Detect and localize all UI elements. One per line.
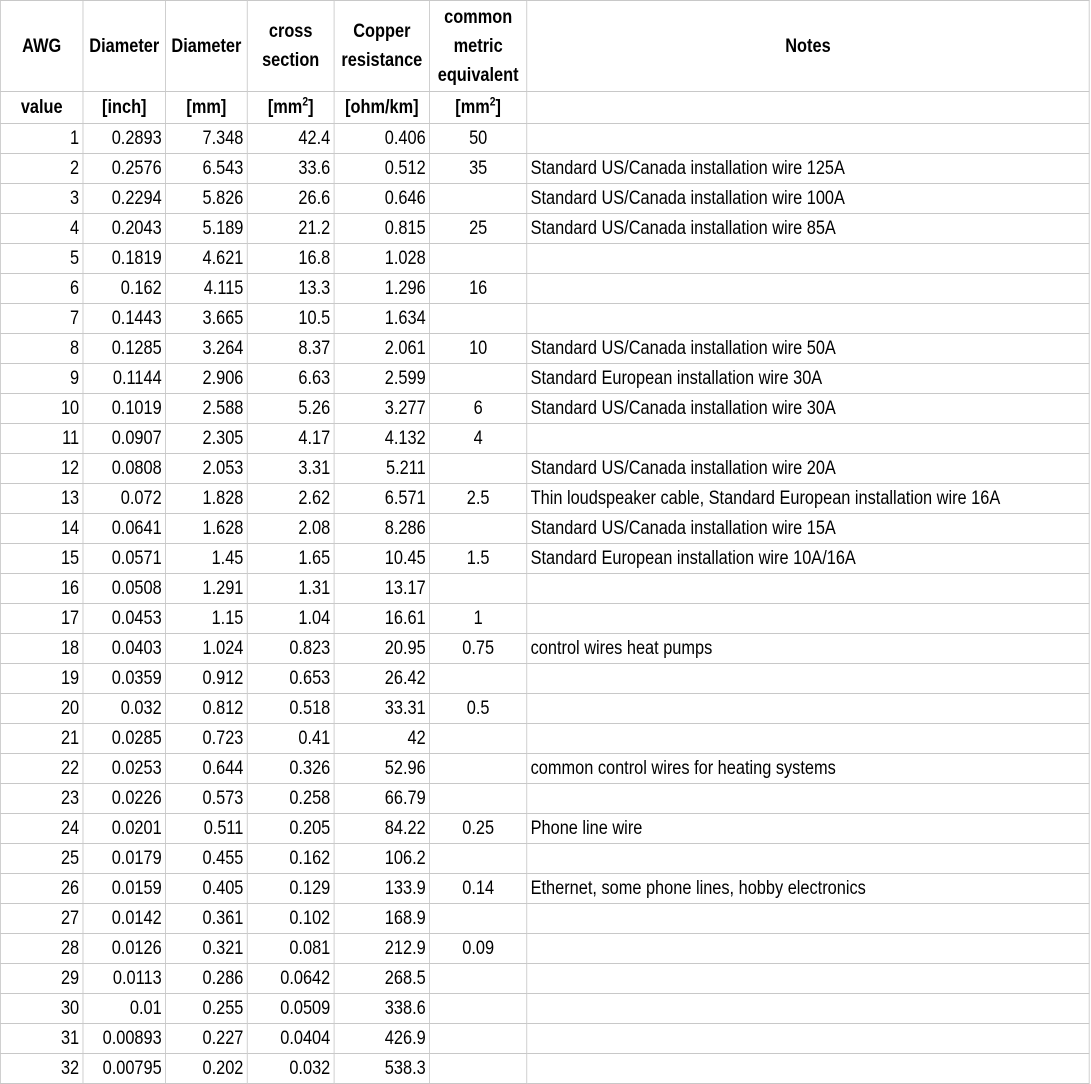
table-row [0,424,1089,454]
cell-diameter-inch: 0.162 [83,274,166,304]
cell-copper-resistance: 0.646 [334,184,429,214]
units-row [0,92,1089,124]
cell-diameter-inch: 0.1285 [83,334,166,364]
cell-cross-section: 21.2 [247,214,334,244]
table-row [0,874,1089,904]
table-row [0,274,1089,304]
cell-metric-equivalent: 0.25 [430,814,527,844]
cell-diameter-mm: 0.723 [166,724,248,754]
cell-diameter-mm: 1.291 [166,574,248,604]
cell-copper-resistance: 2.599 [334,364,429,394]
cell-notes: Ethernet, some phone lines, hobby electronics [527,874,1089,904]
cell-diameter-mm: 0.227 [166,1024,248,1054]
cell-cross-section: 3.31 [247,454,334,484]
cell-metric-equivalent [430,994,527,1024]
cell-diameter-mm: 0.405 [166,874,248,904]
cell-diameter-mm: 0.644 [166,754,248,784]
cell-diameter-mm: 4.621 [166,244,248,274]
table-row [0,634,1089,664]
cell-diameter-inch: 0.0508 [83,574,166,604]
cell-awg: 18 [0,634,83,664]
cell-awg: 11 [0,424,83,454]
cell-diameter-mm: 1.45 [166,544,248,574]
cell-awg: 14 [0,514,83,544]
header-awg: AWG [0,1,83,92]
cell-notes [527,934,1089,964]
table-row [0,1054,1089,1084]
cell-copper-resistance: 1.296 [334,274,429,304]
cell-metric-equivalent [430,304,527,334]
cell-diameter-inch: 0.0641 [83,514,166,544]
unit-metric-sup: 2 [489,94,496,109]
cell-diameter-inch: 0.032 [83,694,166,724]
cell-diameter-mm: 3.264 [166,334,248,364]
cell-notes [527,604,1089,634]
cell-metric-equivalent: 1 [430,604,527,634]
cell-cross-section: 2.62 [247,484,334,514]
cell-diameter-mm: 6.543 [166,154,248,184]
unit-metric-post: ] [495,96,502,118]
cell-copper-resistance: 4.132 [334,424,429,454]
cell-copper-resistance: 5.211 [334,454,429,484]
cell-notes [527,664,1089,694]
table-row [0,724,1089,754]
cell-notes [527,244,1089,274]
cell-awg: 19 [0,664,83,694]
cell-diameter-mm: 3.665 [166,304,248,334]
cell-copper-resistance: 133.9 [334,874,429,904]
cell-diameter-inch: 0.00795 [83,1054,166,1084]
cell-copper-resistance: 8.286 [334,514,429,544]
unit-ohm-km: [ohm/km] [334,92,429,124]
cell-notes: Thin loudspeaker cable, Standard European installation wire 16A [527,484,1089,514]
header-row [0,1,1089,92]
cell-copper-resistance: 52.96 [334,754,429,784]
cell-cross-section: 5.26 [247,394,334,424]
cell-awg: 27 [0,904,83,934]
cell-copper-resistance: 66.79 [334,784,429,814]
cell-copper-resistance: 16.61 [334,604,429,634]
table-row [0,304,1089,334]
cell-diameter-inch: 0.0808 [83,454,166,484]
cell-notes [527,274,1089,304]
cell-diameter-mm: 0.573 [166,784,248,814]
table-row [0,574,1089,604]
table-row [0,394,1089,424]
cell-diameter-mm: 7.348 [166,124,248,154]
cell-copper-resistance: 1.028 [334,244,429,274]
cell-metric-equivalent [430,724,527,754]
cell-notes [527,964,1089,994]
cell-diameter-mm: 0.361 [166,904,248,934]
cell-metric-equivalent [430,754,527,784]
table-row [0,364,1089,394]
cell-diameter-inch: 0.2576 [83,154,166,184]
cell-metric-equivalent [430,514,527,544]
cell-cross-section: 8.37 [247,334,334,364]
cell-metric-equivalent: 10 [430,334,527,364]
cell-diameter-inch: 0.0403 [83,634,166,664]
cell-notes: Standard European installation wire 30A [527,364,1089,394]
cell-notes: Phone line wire [527,814,1089,844]
cell-copper-resistance: 13.17 [334,574,429,604]
cell-cross-section: 6.63 [247,364,334,394]
cell-awg: 32 [0,1054,83,1084]
cell-cross-section: 0.0642 [247,964,334,994]
cell-copper-resistance: 10.45 [334,544,429,574]
cell-notes [527,574,1089,604]
cell-copper-resistance: 26.42 [334,664,429,694]
cell-diameter-inch: 0.2294 [83,184,166,214]
cell-copper-resistance: 0.815 [334,214,429,244]
cell-cross-section: 10.5 [247,304,334,334]
unit-mm: [mm] [166,92,248,124]
cell-awg: 31 [0,1024,83,1054]
cell-notes [527,124,1089,154]
table-row [0,844,1089,874]
cell-notes [527,1054,1089,1084]
cell-awg: 13 [0,484,83,514]
cell-notes [527,844,1089,874]
cell-metric-equivalent: 0.14 [430,874,527,904]
cell-awg: 17 [0,604,83,634]
cell-copper-resistance: 2.061 [334,334,429,364]
cell-notes [527,994,1089,1024]
cell-diameter-mm: 1.15 [166,604,248,634]
unit-notes [527,92,1089,124]
cell-metric-equivalent [430,784,527,814]
cell-cross-section: 13.3 [247,274,334,304]
cell-diameter-inch: 0.0907 [83,424,166,454]
cell-diameter-inch: 0.0201 [83,814,166,844]
cell-copper-resistance: 20.95 [334,634,429,664]
table-row [0,124,1089,154]
cell-copper-resistance: 0.512 [334,154,429,184]
cell-awg: 4 [0,214,83,244]
cell-copper-resistance: 268.5 [334,964,429,994]
cell-diameter-inch: 0.01 [83,994,166,1024]
cell-awg: 3 [0,184,83,214]
cell-cross-section: 26.6 [247,184,334,214]
cell-diameter-inch: 0.0226 [83,784,166,814]
table-row [0,544,1089,574]
cell-metric-equivalent: 0.75 [430,634,527,664]
cell-cross-section: 0.653 [247,664,334,694]
cell-awg: 15 [0,544,83,574]
header-notes: Notes [527,1,1089,92]
unit-cross-pre: [mm [267,96,303,118]
cell-metric-equivalent: 4 [430,424,527,454]
table-row [0,604,1089,634]
cell-cross-section: 33.6 [247,154,334,184]
cell-awg: 2 [0,154,83,184]
cell-awg: 22 [0,754,83,784]
cell-diameter-mm: 4.115 [166,274,248,304]
cell-notes: Standard US/Canada installation wire 125A [527,154,1089,184]
cell-notes [527,304,1089,334]
cell-diameter-mm: 2.053 [166,454,248,484]
cell-metric-equivalent [430,904,527,934]
cell-diameter-mm: 1.828 [166,484,248,514]
cell-metric-equivalent [430,454,527,484]
cell-metric-equivalent [430,964,527,994]
cell-diameter-mm: 0.912 [166,664,248,694]
cell-awg: 5 [0,244,83,274]
cell-diameter-mm: 0.812 [166,694,248,724]
table-row [0,334,1089,364]
cell-awg: 24 [0,814,83,844]
cell-cross-section: 0.518 [247,694,334,724]
cell-diameter-inch: 0.0285 [83,724,166,754]
cell-cross-section: 0.102 [247,904,334,934]
cell-metric-equivalent: 2.5 [430,484,527,514]
cell-copper-resistance: 538.3 [334,1054,429,1084]
cell-diameter-mm: 0.511 [166,814,248,844]
table-row [0,994,1089,1024]
cell-diameter-inch: 0.1819 [83,244,166,274]
cell-awg: 10 [0,394,83,424]
cell-notes [527,784,1089,814]
table-row [0,904,1089,934]
cell-diameter-inch: 0.00893 [83,1024,166,1054]
table-row [0,964,1089,994]
cell-diameter-inch: 0.1443 [83,304,166,334]
cell-copper-resistance: 338.6 [334,994,429,1024]
table-row [0,814,1089,844]
cell-metric-equivalent [430,184,527,214]
cell-diameter-inch: 0.0453 [83,604,166,634]
cell-cross-section: 0.032 [247,1054,334,1084]
cell-metric-equivalent: 0.5 [430,694,527,724]
cell-awg: 26 [0,874,83,904]
cell-notes [527,694,1089,724]
cell-awg: 28 [0,934,83,964]
cell-notes: Standard US/Canada installation wire 100A [527,184,1089,214]
cell-diameter-mm: 5.826 [166,184,248,214]
cell-diameter-inch: 0.0359 [83,664,166,694]
cell-copper-resistance: 33.31 [334,694,429,724]
cell-cross-section: 0.258 [247,784,334,814]
cell-awg: 7 [0,304,83,334]
cell-metric-equivalent: 16 [430,274,527,304]
cell-metric-equivalent [430,664,527,694]
cell-metric-equivalent [430,364,527,394]
table-row [0,934,1089,964]
cell-notes [527,424,1089,454]
table-row [0,784,1089,814]
cell-cross-section: 1.04 [247,604,334,634]
cell-copper-resistance: 6.571 [334,484,429,514]
cell-awg: 12 [0,454,83,484]
cell-diameter-inch: 0.1019 [83,394,166,424]
unit-metric [430,92,527,124]
cell-cross-section: 0.205 [247,814,334,844]
cell-diameter-inch: 0.2043 [83,214,166,244]
header-diameter-mm: Diameter [166,1,248,92]
table-row [0,454,1089,484]
cell-metric-equivalent [430,574,527,604]
cell-cross-section: 1.65 [247,544,334,574]
cell-cross-section: 0.823 [247,634,334,664]
cell-diameter-inch: 0.0126 [83,934,166,964]
cell-awg: 8 [0,334,83,364]
cell-awg: 20 [0,694,83,724]
cell-diameter-mm: 2.906 [166,364,248,394]
cell-diameter-inch: 0.2893 [83,124,166,154]
cell-cross-section: 0.326 [247,754,334,784]
cell-diameter-inch: 0.0571 [83,544,166,574]
cell-awg: 16 [0,574,83,604]
unit-cross-section [247,92,334,124]
cell-metric-equivalent: 35 [430,154,527,184]
cell-notes: control wires heat pumps [527,634,1089,664]
cell-awg: 29 [0,964,83,994]
cell-diameter-inch: 0.0253 [83,754,166,784]
cell-diameter-mm: 0.455 [166,844,248,874]
cell-notes: common control wires for heating systems [527,754,1089,784]
cell-diameter-inch: 0.072 [83,484,166,514]
cell-cross-section: 0.0404 [247,1024,334,1054]
table-row [0,754,1089,784]
cell-diameter-inch: 0.0142 [83,904,166,934]
cell-diameter-inch: 0.0113 [83,964,166,994]
cell-notes [527,1024,1089,1054]
table-row [0,184,1089,214]
cell-notes: Standard US/Canada installation wire 30A [527,394,1089,424]
cell-metric-equivalent: 25 [430,214,527,244]
cell-copper-resistance: 42 [334,724,429,754]
cell-cross-section: 4.17 [247,424,334,454]
table-row [0,244,1089,274]
cell-copper-resistance: 106.2 [334,844,429,874]
unit-cross-post: ] [308,96,314,118]
table-row [0,694,1089,724]
header-diameter-inch: Diameter [83,1,166,92]
table-row [0,1024,1089,1054]
cell-awg: 23 [0,784,83,814]
cell-copper-resistance: 168.9 [334,904,429,934]
cell-cross-section: 42.4 [247,124,334,154]
table-row [0,484,1089,514]
cell-awg: 6 [0,274,83,304]
cell-cross-section: 0.129 [247,874,334,904]
cell-diameter-mm: 1.024 [166,634,248,664]
cell-diameter-mm: 1.628 [166,514,248,544]
cell-awg: 30 [0,994,83,1024]
cell-awg: 1 [0,124,83,154]
cell-awg: 21 [0,724,83,754]
header-metric-equivalent: common metric equivalent [430,1,527,92]
cell-cross-section: 0.081 [247,934,334,964]
cell-diameter-mm: 5.189 [166,214,248,244]
unit-awg: value [0,92,83,124]
cell-awg: 9 [0,364,83,394]
cell-cross-section: 1.31 [247,574,334,604]
cell-diameter-inch: 0.0179 [83,844,166,874]
cell-cross-section: 2.08 [247,514,334,544]
cell-metric-equivalent [430,1054,527,1084]
cell-notes [527,724,1089,754]
cell-copper-resistance: 426.9 [334,1024,429,1054]
cell-diameter-mm: 0.286 [166,964,248,994]
cell-notes: Standard European installation wire 10A/16A [527,544,1089,574]
cell-diameter-mm: 0.202 [166,1054,248,1084]
unit-cross-sup: 2 [302,94,309,109]
cell-notes: Standard US/Canada installation wire 50A [527,334,1089,364]
cell-awg: 25 [0,844,83,874]
cell-notes: Standard US/Canada installation wire 20A [527,454,1089,484]
cell-diameter-mm: 2.588 [166,394,248,424]
cell-metric-equivalent: 0.09 [430,934,527,964]
cell-copper-resistance: 1.634 [334,304,429,334]
cell-copper-resistance: 3.277 [334,394,429,424]
cell-cross-section: 0.162 [247,844,334,874]
cell-cross-section: 0.41 [247,724,334,754]
cell-metric-equivalent [430,1024,527,1054]
cell-copper-resistance: 84.22 [334,814,429,844]
unit-metric-pre: [mm [455,96,490,118]
header-cross-section: cross section [247,1,334,92]
unit-inch: [inch] [83,92,166,124]
cell-metric-equivalent: 50 [430,124,527,154]
table-row [0,214,1089,244]
table-row [0,664,1089,694]
cell-metric-equivalent: 1.5 [430,544,527,574]
table-row [0,514,1089,544]
cell-notes: Standard US/Canada installation wire 85A [527,214,1089,244]
cell-cross-section: 16.8 [247,244,334,274]
cell-diameter-mm: 2.305 [166,424,248,454]
cell-notes: Standard US/Canada installation wire 15A [527,514,1089,544]
cell-diameter-mm: 0.321 [166,934,248,964]
cell-diameter-inch: 0.0159 [83,874,166,904]
cell-copper-resistance: 212.9 [334,934,429,964]
cell-metric-equivalent [430,844,527,874]
header-copper-resistance: Copper resistance [334,1,429,92]
cell-notes [527,904,1089,934]
cell-diameter-inch: 0.1144 [83,364,166,394]
cell-copper-resistance: 0.406 [334,124,429,154]
cell-metric-equivalent [430,244,527,274]
cell-diameter-mm: 0.255 [166,994,248,1024]
cell-metric-equivalent: 6 [430,394,527,424]
cell-cross-section: 0.0509 [247,994,334,1024]
table-row [0,154,1089,184]
